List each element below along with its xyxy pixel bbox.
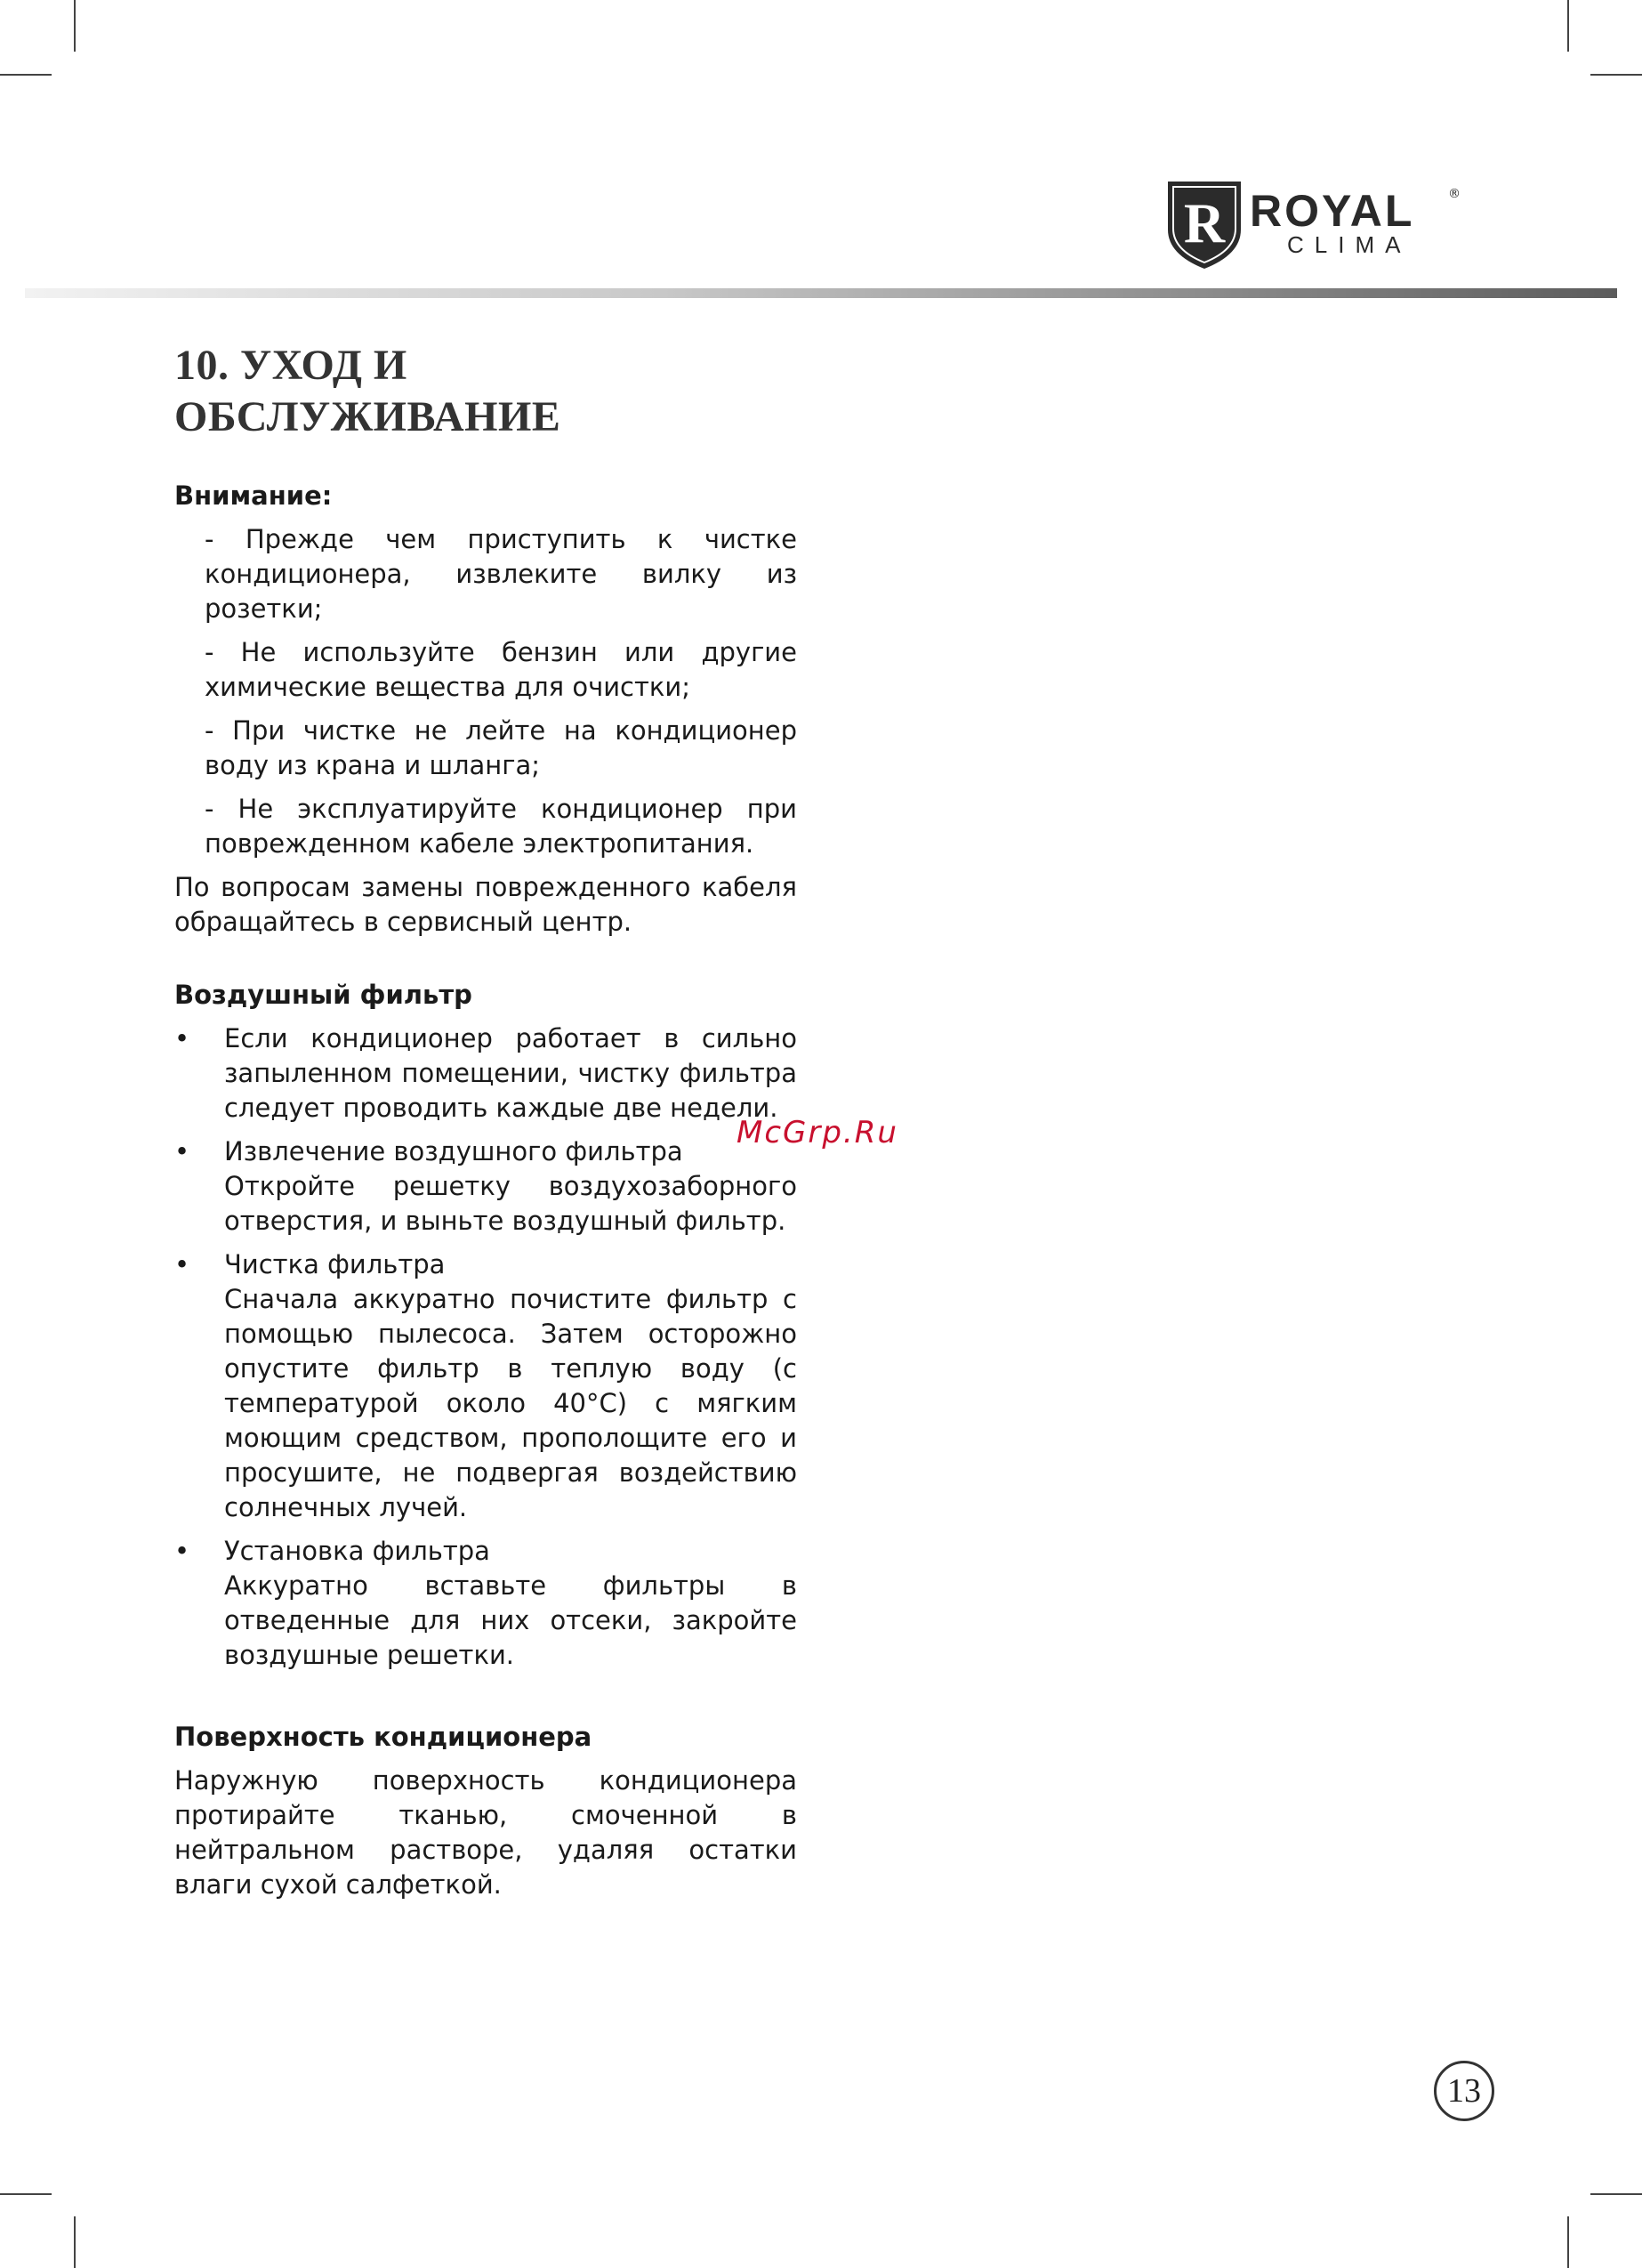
list-item-title: Установка фильтра (224, 1536, 490, 1567)
registered-mark: ® (1448, 187, 1461, 201)
page-number: 13 (1434, 2061, 1494, 2121)
bullet-icon: • (174, 1536, 190, 1567)
attention-heading: Внимание: (174, 480, 333, 512)
attention-note: По вопросам замены поврежденного кабеля обращайтесь в сервисный центр. (174, 872, 797, 938)
svg-text:R: R (1183, 191, 1226, 254)
attention-item: - Не эксплуатируйте кондиционер при поврежденном кабеле электропитания. (205, 794, 797, 860)
attention-item: - Прежде чем приступить к чистке кондиционера, извлеките вилку из розетки; (205, 524, 797, 625)
royal-clima-logo (1161, 174, 1468, 272)
list-item-text: Аккуратно вставьте фильтры в отведенные для них отсеки, закройте воздушные решетки. (224, 1570, 797, 1671)
shield-logo-icon (1161, 174, 1248, 272)
attention-item: - При чистке не лейте на кондиционер воду из крана и шланга; (205, 715, 797, 781)
list-item (174, 1134, 797, 1239)
list-item-text: Сначала аккуратно почистите фильтр с помощью пылесоса. Затем осторожно опустите фильтр в теплую воду (с температурой около 40°С) с мягким моющим средством, прополощите его и просушите, не подвергая воздействию солнечных лучей. (224, 1284, 797, 1523)
list-item-title: Извлечение воздушного фильтра (224, 1136, 683, 1167)
brand-name-top: ROYAL (1250, 186, 1415, 236)
bullet-icon: • (174, 1136, 190, 1167)
air-filter-section (174, 977, 797, 1673)
bullet-icon: • (174, 1249, 190, 1280)
list-item-title: Чистка фильтра (224, 1249, 446, 1280)
brand-name-bottom: CLIMA (1287, 231, 1412, 258)
list-item-text: Если кондиционер работает в сильно запыленном помещении, чистку фильтра следует проводить каждые две недели. (224, 1023, 797, 1124)
list-item (174, 1534, 797, 1673)
list-item (174, 1247, 797, 1525)
crop-mark (74, 0, 76, 52)
surface-section (174, 1719, 797, 1902)
attention-item: - Не используйте бензин или другие химические вещества для очистки; (205, 637, 797, 703)
crop-mark (74, 2216, 76, 2268)
main-content (174, 340, 797, 1902)
attention-section (174, 478, 797, 940)
crop-mark (0, 74, 52, 76)
list-item (174, 1021, 797, 1126)
crop-mark (1590, 2193, 1642, 2195)
crop-mark (1590, 74, 1642, 76)
bullet-icon: • (174, 1023, 190, 1054)
page-title: 10. УХОД И ОБСЛУЖИВАНИЕ (174, 342, 561, 440)
list-item-text: Откройте решетку воздухозаборного отверстия, и выньте воздушный фильтр. (224, 1171, 797, 1237)
surface-text: Наружную поверхность кондиционера протирайте тканью, смоченной в нейтральном растворе, удаляя остатки влаги сухой салфеткой. (174, 1765, 797, 1901)
air-filter-heading: Воздушный фильтр (174, 980, 472, 1011)
crop-mark (1567, 0, 1569, 52)
crop-mark (0, 2193, 52, 2195)
header-divider-bar (25, 288, 1617, 298)
surface-heading: Поверхность кондиционера (174, 1722, 592, 1753)
crop-mark (1567, 2216, 1569, 2268)
watermark-link[interactable]: McGrp.Ru (736, 1115, 898, 1150)
